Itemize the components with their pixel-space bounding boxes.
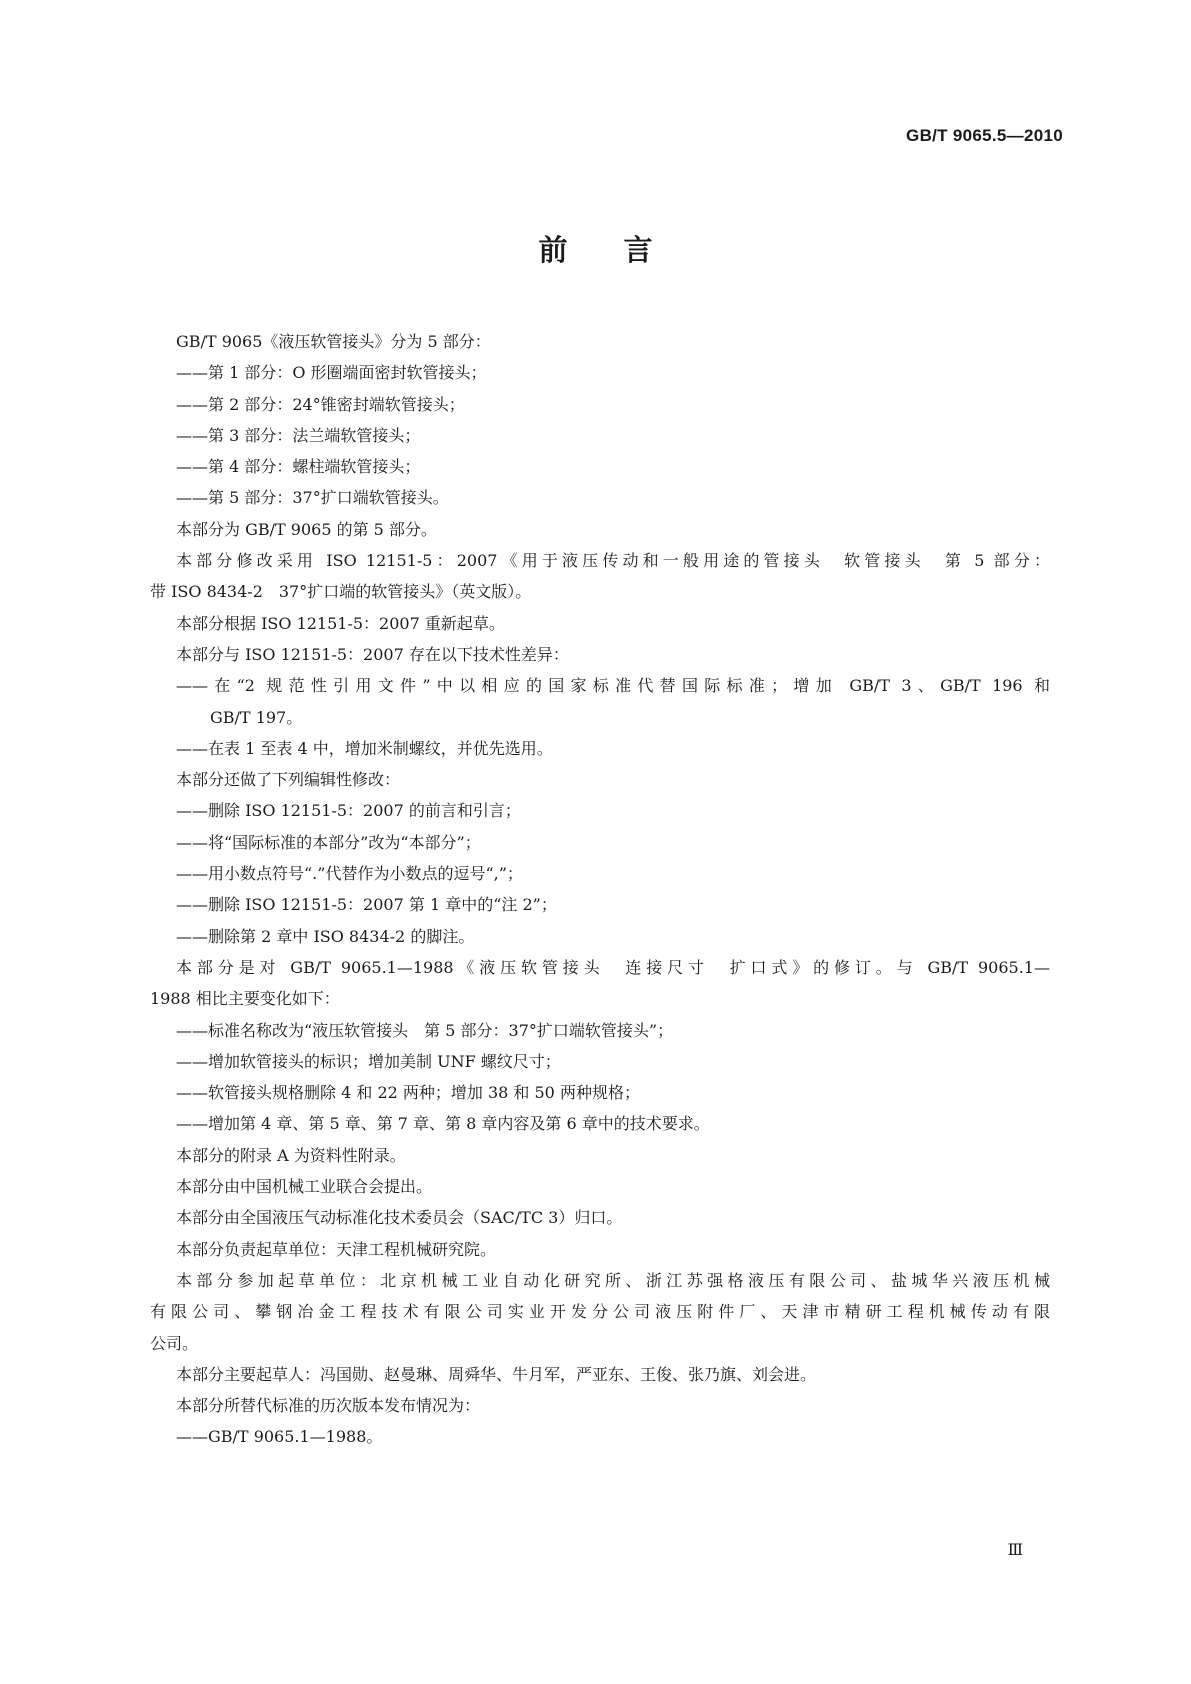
- paragraph: 本部分根据 ISO 12151-5：2007 重新起草。: [176, 613, 505, 633]
- list-item: ——在“2 规范性引用文件”中以相应的国家标准代替国际标准；增加 GB/T 3、GB/T 196 和: [176, 676, 1050, 696]
- list-item-continuation: GB/T 197。: [210, 707, 303, 727]
- paragraph: 本部分由全国液压气动标准化技术委员会（SAC/TC 3）归口。: [176, 1208, 623, 1228]
- paragraph: 本部分与 ISO 12151-5：2007 存在以下技术性差异：: [176, 644, 569, 664]
- page-title: 前言: [538, 233, 709, 267]
- list-item: ——标准名称改为“液压软管接头 第 5 部分：37°扩口端软管接头”；: [176, 1020, 674, 1040]
- list-item: ——第 3 部分：法兰端软管接头；: [176, 425, 421, 445]
- standard-number: GB/T 9065.5—2010: [906, 126, 1063, 145]
- paragraph: 本部分修改采用 ISO 12151-5：2007《用于液压传动和一般用途的管接头 软管接头 第 5 部分：: [176, 551, 1050, 571]
- paragraph: 本部分所替代标准的历次版本发布情况为：: [176, 1396, 481, 1416]
- page-number: Ⅲ: [1007, 1540, 1023, 1559]
- paragraph: 本部分负责起草单位：天津工程机械研究院。: [176, 1239, 497, 1259]
- paragraph-continuation: 带 ISO 8434-2 37°扩口端的软管接头》（英文版）。: [150, 582, 532, 602]
- intro-paragraph: GB/T 9065《液压软管接头》分为 5 部分：: [176, 332, 491, 351]
- list-item: ——第 4 部分：螺柱端软管接头；: [176, 457, 421, 477]
- list-item: ——在表 1 至表 4 中，增加米制螺纹，并优先选用。: [176, 738, 553, 758]
- paragraph: 本部分主要起草人：冯国勋、赵曼琳、周舜华、牛月军，严亚东、王俊、张乃旗、刘会进。: [176, 1364, 817, 1384]
- paragraph: 本部分还做了下列编辑性修改：: [176, 770, 401, 790]
- paragraph-continuation: 公司。: [150, 1333, 199, 1353]
- list-item: ——删除第 2 章中 ISO 8434-2 的脚注。: [176, 926, 475, 946]
- paragraph: 本部分为 GB/T 9065 的第 5 部分。: [176, 519, 437, 539]
- paragraph: 本部分参加起草单位：北京机械工业自动化研究所、浙江苏强格液压有限公司、盐城华兴液压机械: [176, 1270, 1050, 1290]
- list-item: ——第 5 部分：37°扩口端软管接头。: [176, 488, 449, 508]
- paragraph: 本部分由中国机械工业联合会提出。: [176, 1177, 433, 1197]
- list-item: ——将“国际标准的本部分”改为“本部分”；: [176, 832, 481, 852]
- list-item: ——用小数点符号“.”代替作为小数点的逗号“,”；: [176, 864, 523, 884]
- document-body: [150, 326, 1050, 1453]
- paragraph-continuation: 1988 相比主要变化如下：: [150, 989, 340, 1009]
- list-item: ——GB/T 9065.1—1988。: [176, 1427, 383, 1447]
- list-item: ——软管接头规格删除 4 和 22 两种；增加 38 和 50 两种规格；: [176, 1083, 640, 1103]
- paragraph: 本部分的附录 A 为资料性附录。: [176, 1145, 406, 1165]
- list-item: ——第 1 部分：O 形圈端面密封软管接头；: [176, 363, 487, 383]
- list-item: ——删除 ISO 12151-5：2007 的前言和引言；: [176, 801, 521, 821]
- paragraph-continuation: 有限公司、攀钢冶金工程技术有限公司实业开发分公司液压附件厂、天津市精研工程机械传动有限: [150, 1302, 1050, 1322]
- paragraph: 本部分是对 GB/T 9065.1—1988《液压软管接头 连接尺寸 扩口式》的修订。与 GB/T 9065.1—: [176, 957, 1050, 977]
- list-item: ——第 2 部分：24°锥密封端软管接头；: [176, 394, 465, 414]
- list-item: ——删除 ISO 12151-5：2007 第 1 章中的“注 2”；: [176, 895, 557, 915]
- list-item: ——增加第 4 章、第 5 章、第 7 章、第 8 章内容及第 6 章中的技术要求。: [176, 1114, 710, 1134]
- list-item: ——增加软管接头的标识；增加美制 UNF 螺纹尺寸；: [176, 1051, 561, 1071]
